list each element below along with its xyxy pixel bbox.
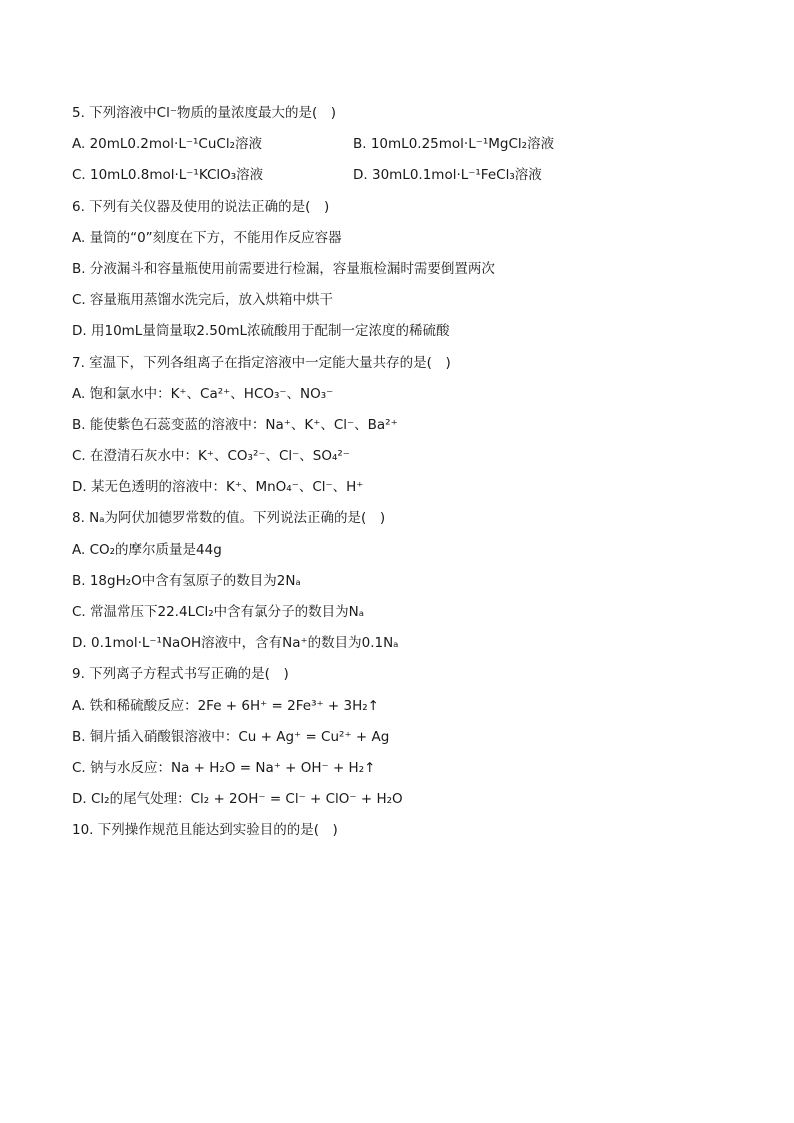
- option-c: C. 在澄清石灰水中：K⁺、CO₃²⁻、Cl⁻、SO₄²⁻: [72, 448, 350, 465]
- option-c: C. 钠与水反应：Na + H₂O = Na⁺ + OH⁻ + H₂↑: [72, 759, 376, 776]
- option-row: [72, 163, 732, 194]
- option-b: B. 铜片插入硝酸银溶液中：Cu + Ag⁺ = Cu²⁺ + Ag: [72, 728, 390, 745]
- exam-page: [72, 101, 732, 850]
- option-d: D. 某无色透明的溶液中：K⁺、MnO₄⁻、Cl⁻、H⁺: [72, 479, 364, 496]
- option-b: B. 能使紫色石蕊变蓝的溶液中：Na⁺、K⁺、Cl⁻、Ba²⁺: [72, 416, 398, 433]
- option-a: A. 饱和氯水中：K⁺、Ca²⁺、HCO₃⁻、NO₃⁻: [72, 385, 334, 402]
- option-d: D. 0.1mol·L⁻¹NaOH溶液中，含有Na⁺的数目为0.1Nₐ: [72, 635, 399, 652]
- option-c: C. 容量瓶用蒸馏水洗完后，放入烘箱中烘干: [72, 292, 334, 309]
- question-stem: 9. 下列离子方程式书写正确的是( ): [72, 666, 289, 683]
- option-d: D. 用10mL量筒量取2.50mL浓硫酸用于配制一定浓度的稀硫酸: [72, 323, 450, 340]
- question-stem: 6. 下列有关仪器及使用的说法正确的是( ): [72, 198, 330, 215]
- option-c: C. 常温常压下22.4LCl₂中含有氯分子的数目为Nₐ: [72, 604, 365, 620]
- question-stem: 5. 下列溶液中Cl⁻物质的量浓度最大的是( ): [72, 105, 337, 121]
- question-stem: 10. 下列操作规范且能达到实验目的的是( ): [72, 822, 338, 839]
- option-b: B. 分液漏斗和容量瓶使用前需要进行检漏，容量瓶检漏时需要倒置两次: [72, 260, 495, 277]
- option-row: [72, 132, 732, 163]
- question-stem: 7. 室温下，下列各组离子在指定溶液中一定能大量共存的是( ): [72, 354, 451, 371]
- option-a: A. 铁和稀硫酸反应：2Fe + 6H⁺ = 2Fe³⁺ + 3H₂↑: [72, 697, 379, 714]
- question-stem: 8. Nₐ为阿伏加德罗常数的值。下列说法正确的是( ): [72, 510, 386, 527]
- option-c: C. 10mL0.8mol·L⁻¹KClO₃溶液: [72, 167, 264, 184]
- option-a: A. 量筒的“0”刻度在下方，不能用作反应容器: [72, 229, 342, 246]
- option-d: D. 30mL0.1mol·L⁻¹FeCl₃溶液: [353, 167, 542, 184]
- option-a: A. 20mL0.2mol·L⁻¹CuCl₂溶液: [72, 136, 262, 153]
- option-b: B. 10mL0.25mol·L⁻¹MgCl₂溶液: [353, 136, 555, 153]
- option-d: D. Cl₂的尾气处理：Cl₂ + 2OH⁻ = Cl⁻ + ClO⁻ + H₂O: [72, 791, 403, 808]
- option-a: A. CO₂的摩尔质量是44g: [72, 541, 222, 558]
- option-b: B. 18gH₂O中含有氢原子的数目为2Nₐ: [72, 572, 301, 589]
